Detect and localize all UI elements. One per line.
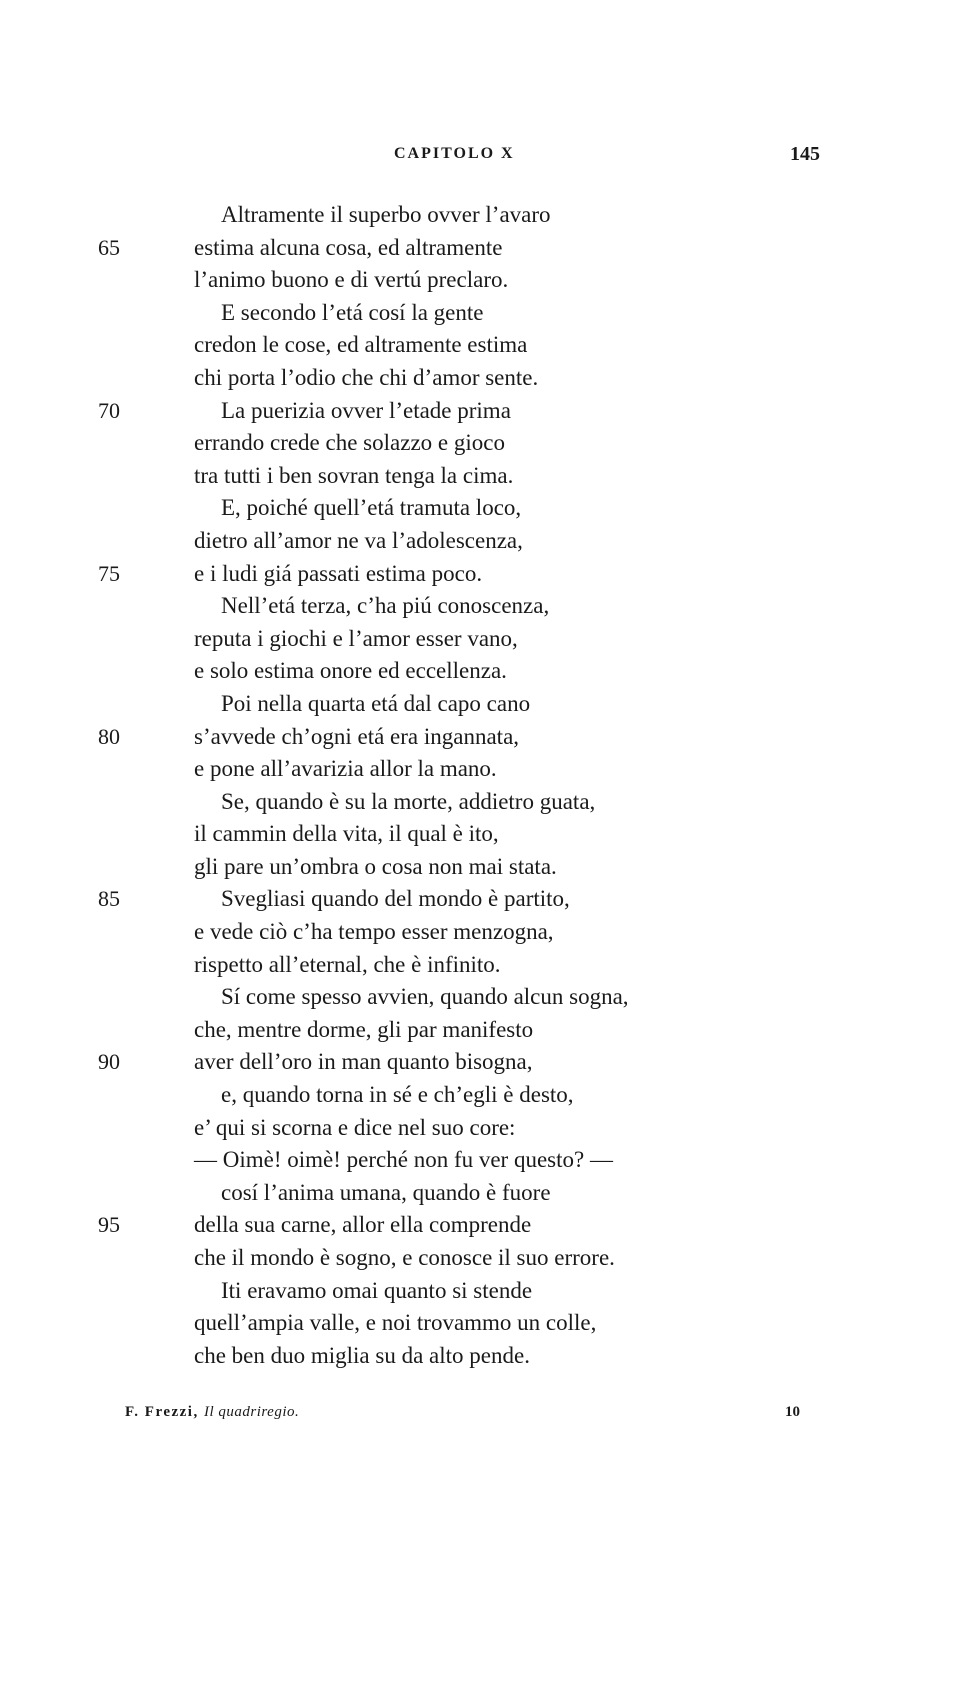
verse-text: della sua carne, allor ella comprende xyxy=(194,1212,532,1238)
verse-line xyxy=(0,1307,980,1340)
verse-line xyxy=(0,916,980,949)
verse-line xyxy=(0,395,980,428)
verse-text: E, poiché quell’etá tramuta loco, xyxy=(221,495,522,521)
verse-text: chi porta l’odio che chi d’amor sente. xyxy=(194,364,539,390)
footer-author-title xyxy=(125,1404,299,1421)
verse-text: e’ qui si scorna e dice nel suo core: xyxy=(194,1114,516,1140)
verse-line xyxy=(0,786,980,819)
verse-text: s’avvede ch’ogni etá era ingannata, xyxy=(194,723,520,749)
page-footer xyxy=(0,1404,980,1426)
verse-text: — Oimè! oimè! perché non fu ver questo? — xyxy=(194,1147,613,1173)
verse-text: che il mondo è sogno, e conosce il suo errore. xyxy=(194,1245,615,1270)
verse-line xyxy=(0,688,980,721)
verse-line xyxy=(0,721,980,754)
verse-line xyxy=(0,1275,980,1308)
verse-line xyxy=(0,851,980,884)
verse-line xyxy=(0,1112,980,1145)
poem-body xyxy=(0,199,980,1372)
verse-line xyxy=(0,199,980,232)
verse-text: rispetto all’eternal, che è infinito. xyxy=(194,951,501,977)
line-number: 80 xyxy=(98,723,120,749)
verse-text: Iti eravamo omai quanto si stende xyxy=(221,1277,533,1303)
verse-line xyxy=(0,1209,980,1242)
verse-text: e i ludi giá passati estima poco. xyxy=(194,560,483,586)
chapter-heading: CAPITOLO X xyxy=(394,145,515,162)
verse-text: che ben duo miglia su da alto pende. xyxy=(194,1342,530,1368)
footer-book-title: Il quadriregio. xyxy=(203,1404,300,1420)
verse-line xyxy=(0,427,980,460)
page-number: 145 xyxy=(790,143,820,165)
line-number: 95 xyxy=(98,1212,120,1238)
verse-text: La puerizia ovver l’etade prima xyxy=(221,397,511,423)
verse-text: il cammin della vita, il qual è ito, xyxy=(194,821,499,847)
verse-text: Sí come spesso avvien, quando alcun sogna, xyxy=(221,984,629,1010)
verse-text: Nell’etá terza, c’ha piú conoscenza, xyxy=(221,593,550,619)
verse-line xyxy=(0,949,980,982)
verse-text: cosí l’anima umana, quando è fuore xyxy=(221,1179,551,1205)
verse-line xyxy=(0,590,980,623)
footer-author: F. Frezzi, xyxy=(125,1404,199,1420)
verse-line xyxy=(0,623,980,656)
verse-line xyxy=(0,362,980,395)
verse-text: e vede ciò c’ha tempo esser menzogna, xyxy=(194,919,554,945)
verse-text: e solo estima onore ed eccellenza. xyxy=(194,658,507,684)
verse-line xyxy=(0,264,980,297)
verse-line xyxy=(0,460,980,493)
verse-line xyxy=(0,297,980,330)
verse-line xyxy=(0,329,980,362)
verse-text: Poi nella quarta etá dal capo cano xyxy=(221,690,531,716)
line-number: 90 xyxy=(98,1049,120,1075)
verse-line xyxy=(0,883,980,916)
verse-line xyxy=(0,1014,980,1047)
verse-text: estima alcuna cosa, ed altramente xyxy=(194,234,503,260)
signature-mark: 10 xyxy=(785,1404,800,1420)
verse-line xyxy=(0,1046,980,1079)
running-head xyxy=(0,145,980,169)
verse-line xyxy=(0,558,980,591)
verse-line xyxy=(0,981,980,1014)
verse-line xyxy=(0,1340,980,1373)
verse-text: Altramente il superbo ovver l’avaro xyxy=(221,202,551,227)
verse-line xyxy=(0,525,980,558)
verse-text: E secondo l’etá cosí la gente xyxy=(221,299,484,325)
verse-text: reputa i giochi e l’amor esser vano, xyxy=(194,625,518,651)
verse-text: errando crede che solazzo e gioco xyxy=(194,430,505,456)
verse-text: dietro all’amor ne va l’adolescenza, xyxy=(194,527,523,553)
line-number: 65 xyxy=(98,234,120,260)
verse-line xyxy=(0,818,980,851)
verse-line xyxy=(0,753,980,786)
verse-text: quell’ampia valle, e noi trovammo un colle, xyxy=(194,1310,597,1336)
verse-text: Se, quando è su la morte, addietro guata, xyxy=(221,788,596,814)
verse-line xyxy=(0,655,980,688)
line-number: 85 xyxy=(98,886,120,912)
verse-line xyxy=(0,492,980,525)
verse-line xyxy=(0,1177,980,1210)
verse-line xyxy=(0,1079,980,1112)
verse-text: Svegliasi quando del mondo è partito, xyxy=(221,886,570,912)
line-number: 75 xyxy=(98,560,120,586)
verse-text: gli pare un’ombra o cosa non mai stata. xyxy=(194,853,557,879)
verse-line xyxy=(0,232,980,265)
line-number: 70 xyxy=(98,397,120,423)
verse-text: aver dell’oro in man quanto bisogna, xyxy=(194,1049,533,1075)
verse-text: tra tutti i ben sovran tenga la cima. xyxy=(194,462,514,488)
verse-text: credon le cose, ed altramente estima xyxy=(194,332,528,358)
verse-text: e pone all’avarizia allor la mano. xyxy=(194,756,497,782)
verse-line xyxy=(0,1242,980,1275)
verse-text: che, mentre dorme, gli par manifesto xyxy=(194,1016,534,1042)
verse-text: l’animo buono e di vertú preclaro. xyxy=(194,267,509,293)
verse-text: e, quando torna in sé e ch’egli è desto, xyxy=(221,1082,574,1108)
verse-line xyxy=(0,1144,980,1177)
